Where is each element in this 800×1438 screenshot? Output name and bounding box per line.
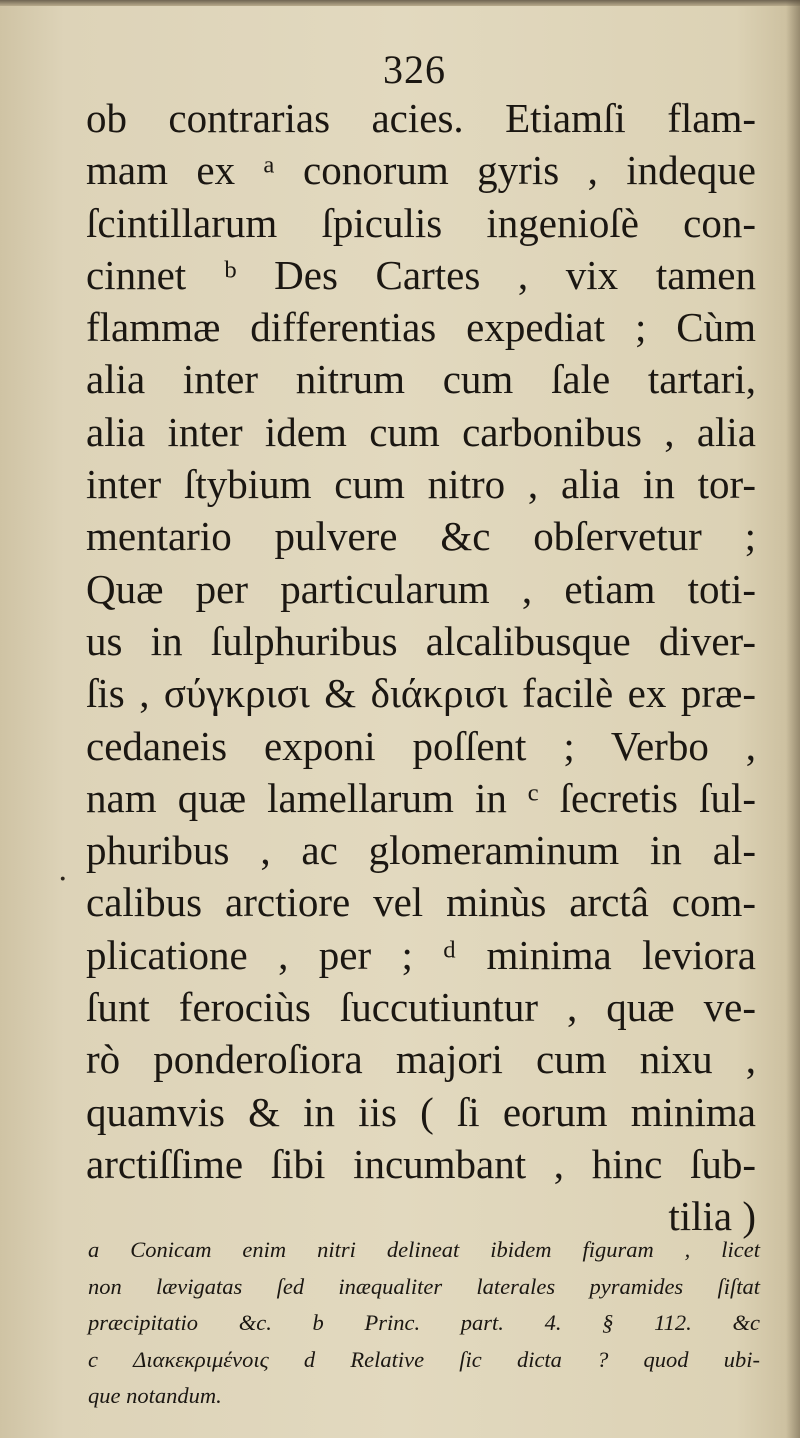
- page-top-edge: [0, 0, 800, 6]
- footnote-line: c Διακεκριμένοις d Relative ſic dicta ? quod ubi-: [88, 1346, 760, 1372]
- text-line: arctiſſime ſibi incumbant , hinc ſub-: [86, 1140, 756, 1187]
- text-line: flammæ differentias expediat ; Cùm: [86, 304, 756, 351]
- text-line: cedaneis exponi poſſent ; Verbo ,: [86, 722, 756, 769]
- text-line: quamvis & in iis ( ſi eorum minima: [86, 1088, 756, 1135]
- text-line: ſunt ferociùs ſuccutiuntur , quæ ve-: [86, 984, 756, 1031]
- text-line: cinnet ᵇ Des Cartes , vix tamen: [86, 251, 756, 298]
- footnotes: [88, 1232, 760, 1415]
- text-line: nam quæ lamellarum in ᶜ ſecretis ſul-: [86, 774, 756, 821]
- text-line: ſcintillarum ſpiculis ingenioſè con-: [86, 199, 756, 246]
- footnote-line: a Conicam enim nitri delineat ibidem figuram , licet: [88, 1237, 760, 1262]
- footnote-line: non lævigatas ſed inæqualiter laterales pyramides ſiſtat: [88, 1273, 760, 1299]
- margin-mark: ·: [58, 862, 68, 897]
- text-line: us in ſulphuribus alcalibusque diver-: [86, 617, 756, 664]
- text-line: alia inter nitrum cum ſale tartari,: [86, 356, 756, 403]
- footnote-line: præcipitatio &c. b Princ. part. 4. § 112. &c: [88, 1310, 760, 1335]
- text-line: inter ſtybium cum nitro , alia in tor-: [86, 461, 756, 508]
- text-line: ſis , σύγκρισι & διάκρισι facilè ex præ-: [86, 670, 756, 717]
- text-line: mentario pulvere &c obſervetur ;: [86, 513, 756, 560]
- page-gutter-shadow: [786, 0, 800, 1438]
- text-line: ob contrarias acies. Etiamſi flam-: [86, 95, 756, 141]
- text-line: phuribus , ac glomeraminum in al-: [86, 827, 756, 874]
- text-line: alia inter idem cum carbonibus , alia: [86, 408, 756, 455]
- text-line: calibus arctiore vel minùs arctâ com-: [86, 879, 756, 926]
- text-line: tilia ): [668, 1193, 756, 1240]
- text-line: plicatione , per ; ᵈ minima leviora: [86, 931, 756, 978]
- body-text: [86, 92, 756, 1243]
- footnote-line: que notandum.: [88, 1383, 222, 1408]
- text-line: mam ex ᵃ conorum gyris , indeque: [86, 147, 756, 194]
- text-line: rò ponderoſiora majori cum nixu ,: [86, 1036, 756, 1083]
- text-line: Quæ per particularum , etiam toti-: [86, 565, 756, 612]
- page-number: 326: [383, 47, 446, 92]
